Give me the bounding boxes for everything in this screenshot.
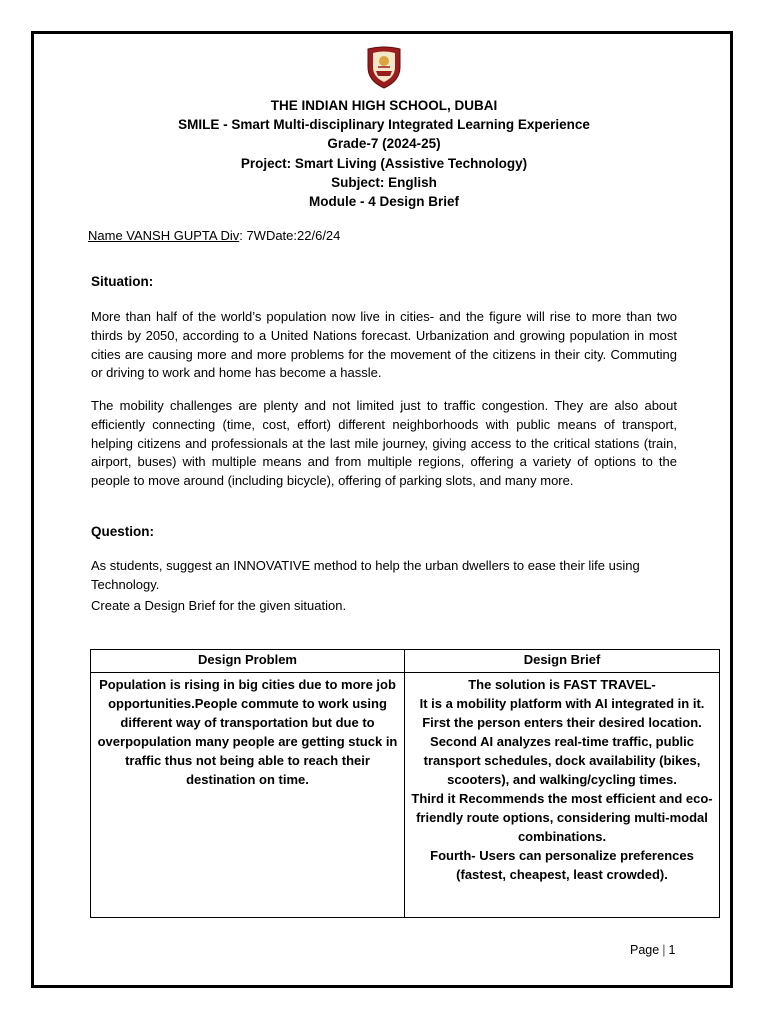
project-line: Project: Smart Living (Assistive Technology) bbox=[240, 155, 528, 171]
document-header bbox=[40, 96, 728, 211]
brief-line-step-2: Second AI analyzes real-time traffic, public transport schedules, dock availability (bikes, scooters), and walking/cycling times. bbox=[423, 734, 701, 787]
page-label: Page bbox=[630, 943, 660, 957]
design-brief-table bbox=[90, 649, 720, 918]
grade-line: Grade-7 (2024-25) bbox=[327, 136, 441, 152]
design-problem-header: Design Problem bbox=[91, 650, 405, 673]
page-footer bbox=[630, 943, 675, 957]
brief-line-step-3: Third it Recommends the most efficient and eco-friendly route options, considering multi-modal combinations. bbox=[411, 791, 713, 844]
design-problem-cell bbox=[91, 673, 405, 918]
brief-line-step-1: First the person enters their desired location. bbox=[422, 715, 702, 730]
situation-heading: Situation: bbox=[91, 274, 154, 289]
question-text: As students, suggest an INNOVATIVE method to help the urban dwellers to ease their life using Technology. bbox=[91, 558, 640, 592]
design-brief-cell bbox=[405, 673, 720, 918]
design-brief-header: Design Brief bbox=[405, 650, 720, 673]
school-crest-logo bbox=[364, 45, 404, 89]
page-separator: | bbox=[662, 943, 666, 957]
program-title: SMILE - Smart Multi-disciplinary Integrated Learning Experience bbox=[178, 117, 590, 133]
brief-line-solution: The solution is FAST TRAVEL- bbox=[468, 677, 656, 692]
brief-line-step-4: Fourth- Users can personalize preferences (fastest, cheapest, least crowded). bbox=[430, 848, 694, 882]
question-instruction: Create a Design Brief for the given situation. bbox=[91, 598, 347, 613]
question-heading: Question: bbox=[91, 524, 154, 539]
school-name: THE INDIAN HIGH SCHOOL, DUBAI bbox=[270, 98, 498, 113]
design-problem-text: Population is rising in big cities due to more job opportunities.People commute to work using different way of transportation but due to overpopulation many people are getting stuck in traffic thus not being able to reach their destination on time. bbox=[97, 677, 398, 787]
brief-line-platform: It is a mobility platform with AI integrated in it. bbox=[419, 696, 705, 711]
situation-paragraph-2: The mobility challenges are plenty and not limited just to traffic congestion. They are also about efficiently connecting (time, cost, effort) different neighborhoods with public means of transport, helping citizens and professionals at the last mile journey, giving access to the critical stations (train, airport, buses) with multiple means and from multiple regions, offering a variety of options to the people to move around (including bicycle), offering of parking slots, and many more. bbox=[91, 398, 677, 489]
situation-paragraph-1: More than half of the world’s population now live in cities- and the figure will rise to more than two thirds by 2050, according to a United Nations forecast. Urbanization and growing population in most cities are causing more and more problems for the movement of the citizens in their city. Commuting or driving to work and home has become a hassle. bbox=[91, 309, 677, 381]
table-row bbox=[91, 673, 720, 918]
student-name: Name VANSH GUPTA Div bbox=[88, 228, 240, 243]
table-header-row bbox=[91, 650, 720, 673]
page-number: 1 bbox=[668, 943, 676, 957]
subject-line: Subject: English bbox=[331, 174, 437, 190]
div-date: : 7WDate:22/6/24 bbox=[239, 228, 341, 243]
student-info-line bbox=[88, 228, 340, 243]
module-line: Module - 4 Design Brief bbox=[308, 194, 460, 210]
